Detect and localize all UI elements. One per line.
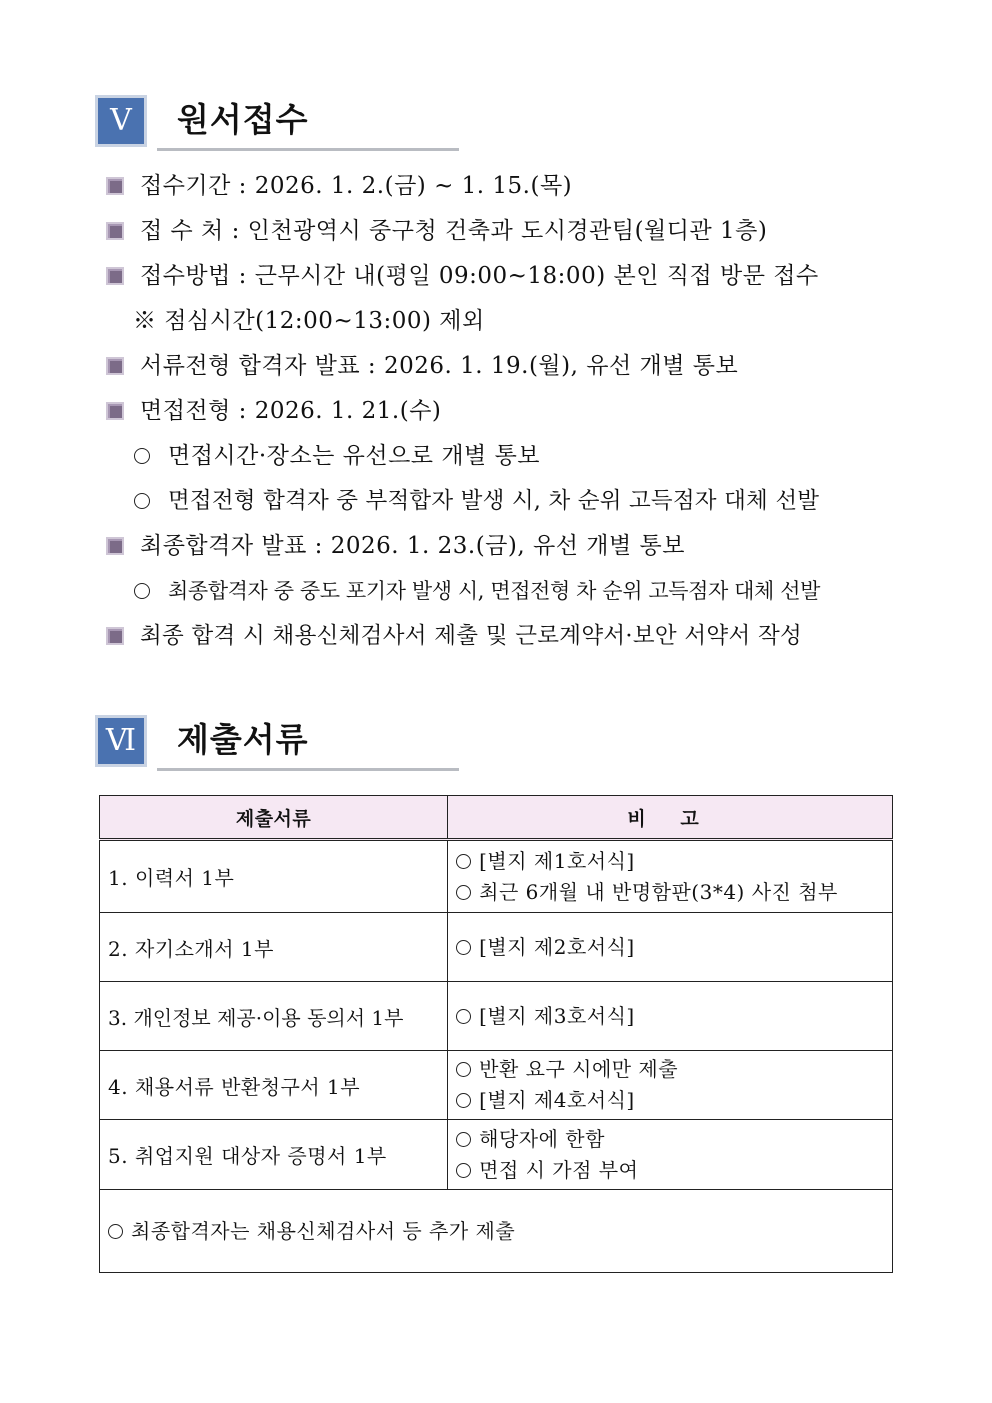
doc-cell: 3. 개인정보 제공·이용 동의서 1부: [100, 982, 448, 1051]
square-bullet-icon: [106, 222, 124, 240]
circle-icon: [456, 854, 471, 869]
circle-bullet-icon: [134, 493, 150, 509]
list-item: 접 수 처 : 인천광역시 중구청 건축과 도시경관팀(월디관 1층): [140, 218, 768, 244]
section-6-title: 제출서류: [177, 720, 309, 759]
header-documents: 제출서류: [100, 796, 448, 840]
circle-icon: [456, 1163, 471, 1178]
circle-icon: [456, 940, 471, 955]
sub-item: 면접시간·장소는 유선으로 개별 통보: [168, 443, 541, 469]
square-bullet-icon: [106, 402, 124, 420]
section-5-header: [95, 95, 460, 153]
documents-table: [99, 795, 893, 1273]
circle-icon: [456, 1093, 471, 1108]
circle-bullet-icon: [134, 583, 150, 599]
sub-item: 최종합격자 중 중도 포기자 발생 시, 면접전형 차 순위 고득점자 대체 선발: [168, 579, 820, 603]
square-bullet-icon: [106, 357, 124, 375]
square-bullet-icon: [106, 267, 124, 285]
doc-cell: 5. 취업지원 대상자 증명서 1부: [100, 1120, 448, 1190]
circle-icon: [456, 1062, 471, 1077]
table-row: [100, 840, 893, 913]
table-footer-row: [100, 1190, 893, 1273]
table-row: [100, 913, 893, 982]
circle-icon: [456, 1009, 471, 1024]
list-item: 접수방법 : 근무시간 내(평일 09:00~18:00) 본인 직접 방문 접수: [140, 263, 819, 289]
table-row: [100, 982, 893, 1051]
section-6-header: [95, 715, 460, 773]
table-row: [100, 1120, 893, 1190]
list-item: 면접전형 : 2026. 1. 21.(수): [140, 398, 442, 424]
table-row: [100, 1051, 893, 1120]
table-header-row: [100, 796, 893, 840]
square-bullet-icon: [106, 537, 124, 555]
header-remarks: 비 고: [448, 796, 893, 840]
doc-cell: 2. 자기소개서 1부: [100, 913, 448, 982]
circle-icon: [456, 1132, 471, 1147]
notes-cell: [별지 제3호서식]: [448, 982, 893, 1051]
list-item: 접수기간 : 2026. 1. 2.(금) ~ 1. 15.(목): [140, 173, 573, 199]
circle-bullet-icon: [134, 448, 150, 464]
section-5-title: 원서접수: [177, 100, 309, 139]
notes-cell: [별지 제1호서식] 최근 6개월 내 반명함판(3*4) 사진 첨부: [448, 840, 893, 913]
square-bullet-icon: [106, 627, 124, 645]
doc-cell: 1. 이력서 1부: [100, 840, 448, 913]
notes-cell: 반환 요구 시에만 제출 [별지 제4호서식]: [448, 1051, 893, 1120]
sub-item: 면접전형 합격자 중 부적합자 발생 시, 차 순위 고득점자 대체 선발: [168, 488, 820, 514]
footer-cell: 최종합격자는 채용신체검사서 등 추가 제출: [100, 1190, 893, 1273]
section-5-number: Ⅴ: [95, 95, 147, 147]
circle-icon: [108, 1224, 123, 1239]
square-bullet-icon: [106, 177, 124, 195]
notes-cell: 해당자에 한함 면접 시 가점 부여: [448, 1120, 893, 1190]
note-item: ※ 점심시간(12:00~13:00) 제외: [133, 308, 485, 334]
circle-icon: [456, 885, 471, 900]
list-item: 서류전형 합격자 발표 : 2026. 1. 19.(월), 유선 개별 통보: [140, 353, 739, 379]
doc-cell: 4. 채용서류 반환청구서 1부: [100, 1051, 448, 1120]
section-6-number: Ⅵ: [95, 715, 147, 767]
list-item: 최종합격자 발표 : 2026. 1. 23.(금), 유선 개별 통보: [140, 533, 685, 559]
section-6-underline: [157, 768, 459, 771]
notes-cell: [별지 제2호서식]: [448, 913, 893, 982]
section-5-underline: [157, 148, 459, 151]
list-item: 최종 합격 시 채용신체검사서 제출 및 근로계약서·보안 서약서 작성: [140, 623, 803, 649]
